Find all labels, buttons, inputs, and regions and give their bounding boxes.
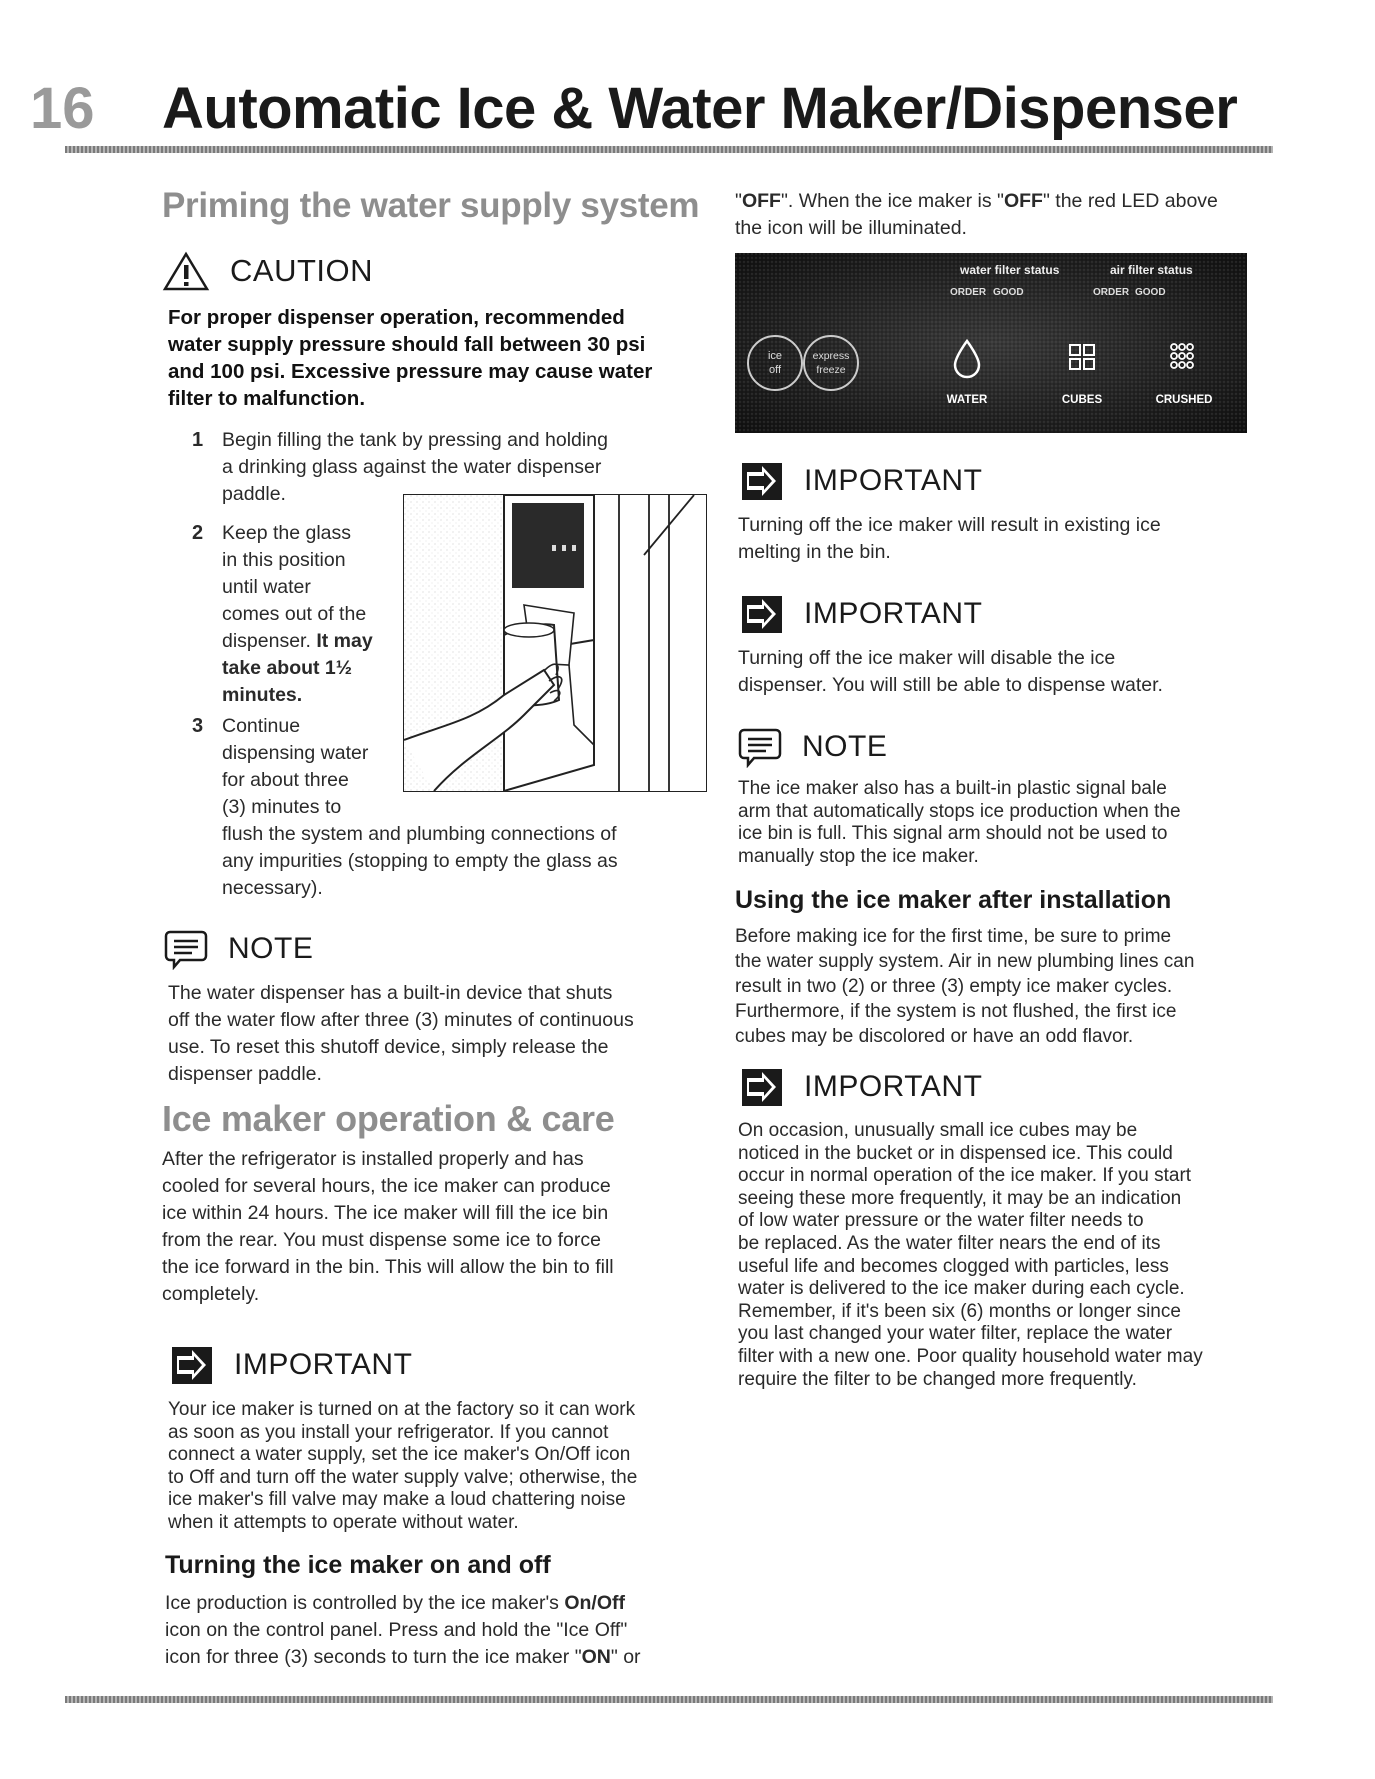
important-label: IMPORTANT (804, 1070, 983, 1103)
important-line: require the filter to be changed more frequently. (738, 1368, 1137, 1390)
caution-text (168, 304, 708, 412)
important-line: when it attempts to operate without water. (168, 1511, 519, 1533)
important-line: noticed in the bucket or in dispensed ice. This could (738, 1142, 1173, 1164)
ice-off-label: off (768, 364, 782, 376)
important-label: IMPORTANT (804, 597, 983, 630)
paragraph-line: the icon will be illuminated. (735, 217, 967, 239)
paragraph-line: result in two (2) or three (3) empty ice maker cycles. (735, 976, 1173, 997)
important-label: IMPORTANT (234, 1348, 413, 1381)
important-line: occur in normal operation of the ice maker. If you start (738, 1165, 1192, 1187)
important-line: as soon as you install your refrigerator. If you cannot (168, 1421, 609, 1443)
cubes-label: CUBES (1061, 394, 1103, 406)
step-bold-text: It may (316, 630, 373, 652)
control-panel-image (735, 253, 1247, 433)
caution-line: filter to malfunction. (168, 387, 366, 410)
ice-maker-section-title: Ice maker operation & care (162, 1098, 615, 1139)
water-filter-status-text: water filter status (960, 263, 1060, 277)
important-arrow-icon (738, 593, 786, 635)
step-line: dispensing water (222, 742, 369, 764)
page-number: 16 (30, 76, 95, 141)
note-line: dispenser paddle. (168, 1063, 322, 1085)
important-heading (738, 456, 1058, 506)
paragraph-line: the ice forward in the bin. This will allow the bin to fill (162, 1256, 614, 1278)
important-line: you last changed your water filter, replace the water (738, 1323, 1173, 1345)
step-bold-text: minutes. (222, 684, 303, 706)
paragraph-text: ". When the ice maker is " (780, 190, 1004, 212)
step-line: for about three (222, 769, 349, 791)
caution-line: and 100 psi. Excessive pressure may cause water (168, 360, 653, 383)
caution-label: CAUTION (230, 253, 373, 288)
paragraph-text: " (735, 190, 742, 212)
glass-at-dispenser-image (404, 495, 706, 791)
important-line: to Off and turn off the water supply valve; otherwise, the (168, 1466, 638, 1488)
order-text: ORDER (1093, 287, 1130, 298)
important-line: be replaced. As the water filter nears the end of its (738, 1232, 1161, 1254)
step-line: any impurities (stopping to empty the glass as (222, 850, 618, 872)
important-arrow-icon (168, 1344, 216, 1386)
crushed-label: CRUSHED (1155, 394, 1213, 406)
important-line: ice maker's fill valve may make a loud chattering noise (168, 1489, 626, 1511)
important-text (738, 645, 1278, 699)
step-line: Keep the glass (222, 522, 352, 544)
water-label: WATER (946, 394, 988, 406)
paragraph-line: ice within 24 hours. The ice maker will fill the ice bin (162, 1202, 609, 1224)
note-line: The water dispenser has a built-in device that shuts (168, 982, 613, 1004)
step-line: in this position (222, 549, 346, 571)
paragraph-line: icon on the control panel. Press and hold the "Ice Off" (165, 1619, 628, 1641)
step-line: flush the system and plumbing connections of (222, 823, 617, 845)
caution-line: For proper dispenser operation, recommended (168, 306, 625, 329)
ice-off-label: ice (767, 350, 783, 362)
paragraph-line: cubes may be discolored or have an odd flavor. (735, 1026, 1134, 1047)
paragraph-line: Before making ice for the first time, be sure to prime (735, 926, 1172, 947)
footer-rule (65, 1696, 1273, 1703)
paragraph-text: icon for three (3) seconds to turn the ice maker " (165, 1646, 582, 1668)
step-line: dispenser. (222, 630, 311, 652)
important-line: Your ice maker is turned on at the factory so it can work (168, 1399, 636, 1420)
important-text (738, 1120, 1278, 1391)
good-text: GOOD (993, 287, 1024, 298)
caution-triangle-icon (162, 250, 210, 292)
note-icon (162, 928, 210, 970)
note-line: use. To reset this shutoff device, simply release the (168, 1036, 609, 1058)
paragraph-line: After the refrigerator is installed properly and has (162, 1148, 584, 1170)
ice-maker-intro-text (162, 1146, 707, 1308)
step-line: until water (222, 576, 311, 598)
paragraph-line: from the rear. You must dispense some ice to force (162, 1229, 601, 1251)
bold-text: OFF (741, 190, 781, 212)
note-line: arm that automatically stops ice production when the (738, 800, 1181, 822)
note-icon (736, 726, 784, 768)
good-text: GOOD (1135, 287, 1166, 298)
order-text: ORDER (950, 287, 987, 298)
important-heading (738, 1062, 1058, 1112)
important-line: Turning off the ice maker will disable the ice (738, 647, 1116, 669)
note-line: The ice maker also has a built-in plastic signal bale (738, 778, 1167, 799)
note-line: off the water flow after three (3) minutes of continuous (168, 1009, 634, 1031)
step-number: 2 (192, 522, 204, 544)
step-number: 1 (192, 429, 204, 451)
note-heading (736, 722, 1036, 772)
step-line: (3) minutes to (222, 796, 342, 818)
note-heading (162, 924, 462, 974)
caution-heading (162, 246, 482, 296)
note-text (738, 778, 1278, 868)
step-number: 3 (192, 715, 204, 737)
important-line: On occasion, unusually small ice cubes may be (738, 1120, 1138, 1141)
caution-line: water supply pressure should fall between 30 psi (168, 333, 646, 356)
step-line: Continue (222, 715, 301, 737)
important-text (168, 1399, 713, 1535)
paragraph-text: Ice production is controlled by the ice maker's (165, 1592, 565, 1614)
paragraph-line: completely. (162, 1283, 260, 1305)
step-line: a drinking glass against the water dispenser (222, 456, 602, 478)
important-heading (738, 589, 1058, 639)
important-line: Turning off the ice maker will result in existing ice (738, 514, 1161, 536)
step-line: paddle. (222, 483, 286, 505)
note-line: ice bin is full. This signal arm should not be used to (738, 823, 1168, 844)
important-heading (168, 1340, 488, 1390)
step-line: necessary). (222, 877, 323, 899)
off-state-text (735, 188, 1275, 242)
important-label: IMPORTANT (804, 464, 983, 497)
note-label: NOTE (802, 730, 888, 763)
important-line: melting in the bin. (738, 541, 891, 563)
important-line: Remember, if it's been six (6) months or longer since (738, 1300, 1181, 1322)
bold-text: OFF (1003, 190, 1043, 212)
important-arrow-icon (738, 460, 786, 502)
priming-section-title: Priming the water supply system (162, 186, 700, 225)
turning-on-off-text (165, 1590, 710, 1671)
important-line: seeing these more frequently, it may be an indication (738, 1187, 1182, 1209)
paragraph-text: " or (610, 1646, 641, 1668)
important-line: of low water pressure or the water filter needs to (738, 1210, 1144, 1232)
air-filter-status-text: air filter status (1110, 263, 1193, 277)
express-freeze-label: freeze (816, 364, 846, 376)
important-text (738, 512, 1278, 566)
note-line: manually stop the ice maker. (738, 845, 979, 867)
note-label: NOTE (228, 932, 314, 965)
paragraph-text: " the red LED above (1042, 190, 1218, 212)
paragraph-line: Furthermore, if the system is not flushed, the first ice (735, 1001, 1177, 1022)
important-arrow-icon (738, 1066, 786, 1108)
important-line: useful life and becomes clogged with particles, less (738, 1255, 1169, 1277)
page-title: Automatic Ice & Water Maker/Dispenser (162, 76, 1238, 141)
dispenser-illustration (403, 494, 707, 792)
paragraph-line: cooled for several hours, the ice maker can produce (162, 1175, 611, 1197)
using-ice-maker-heading: Using the ice maker after installation (735, 886, 1172, 914)
turning-on-off-heading: Turning the ice maker on and off (165, 1551, 551, 1579)
step-bold-text: take about 1½ (222, 657, 353, 679)
step-line: comes out of the (222, 603, 367, 625)
important-line: connect a water supply, set the ice maker's On/Off icon (168, 1444, 631, 1466)
step-line: Begin filling the tank by pressing and holding (222, 429, 608, 451)
important-line: filter with a new one. Poor quality household water may (738, 1345, 1203, 1367)
header-rule (65, 146, 1273, 153)
important-line: dispenser. You will still be able to dispense water. (738, 674, 1163, 696)
page-header (30, 62, 1280, 142)
bold-text: ON (581, 1646, 611, 1668)
note-text (168, 980, 713, 1088)
express-freeze-label: express (812, 350, 850, 362)
important-line: water is delivered to the ice maker during each cycle. (738, 1278, 1185, 1300)
using-ice-maker-text (735, 924, 1280, 1049)
paragraph-line: the water supply system. Air in new plumbing lines can (735, 951, 1195, 972)
bold-text: On/Off (564, 1592, 625, 1614)
